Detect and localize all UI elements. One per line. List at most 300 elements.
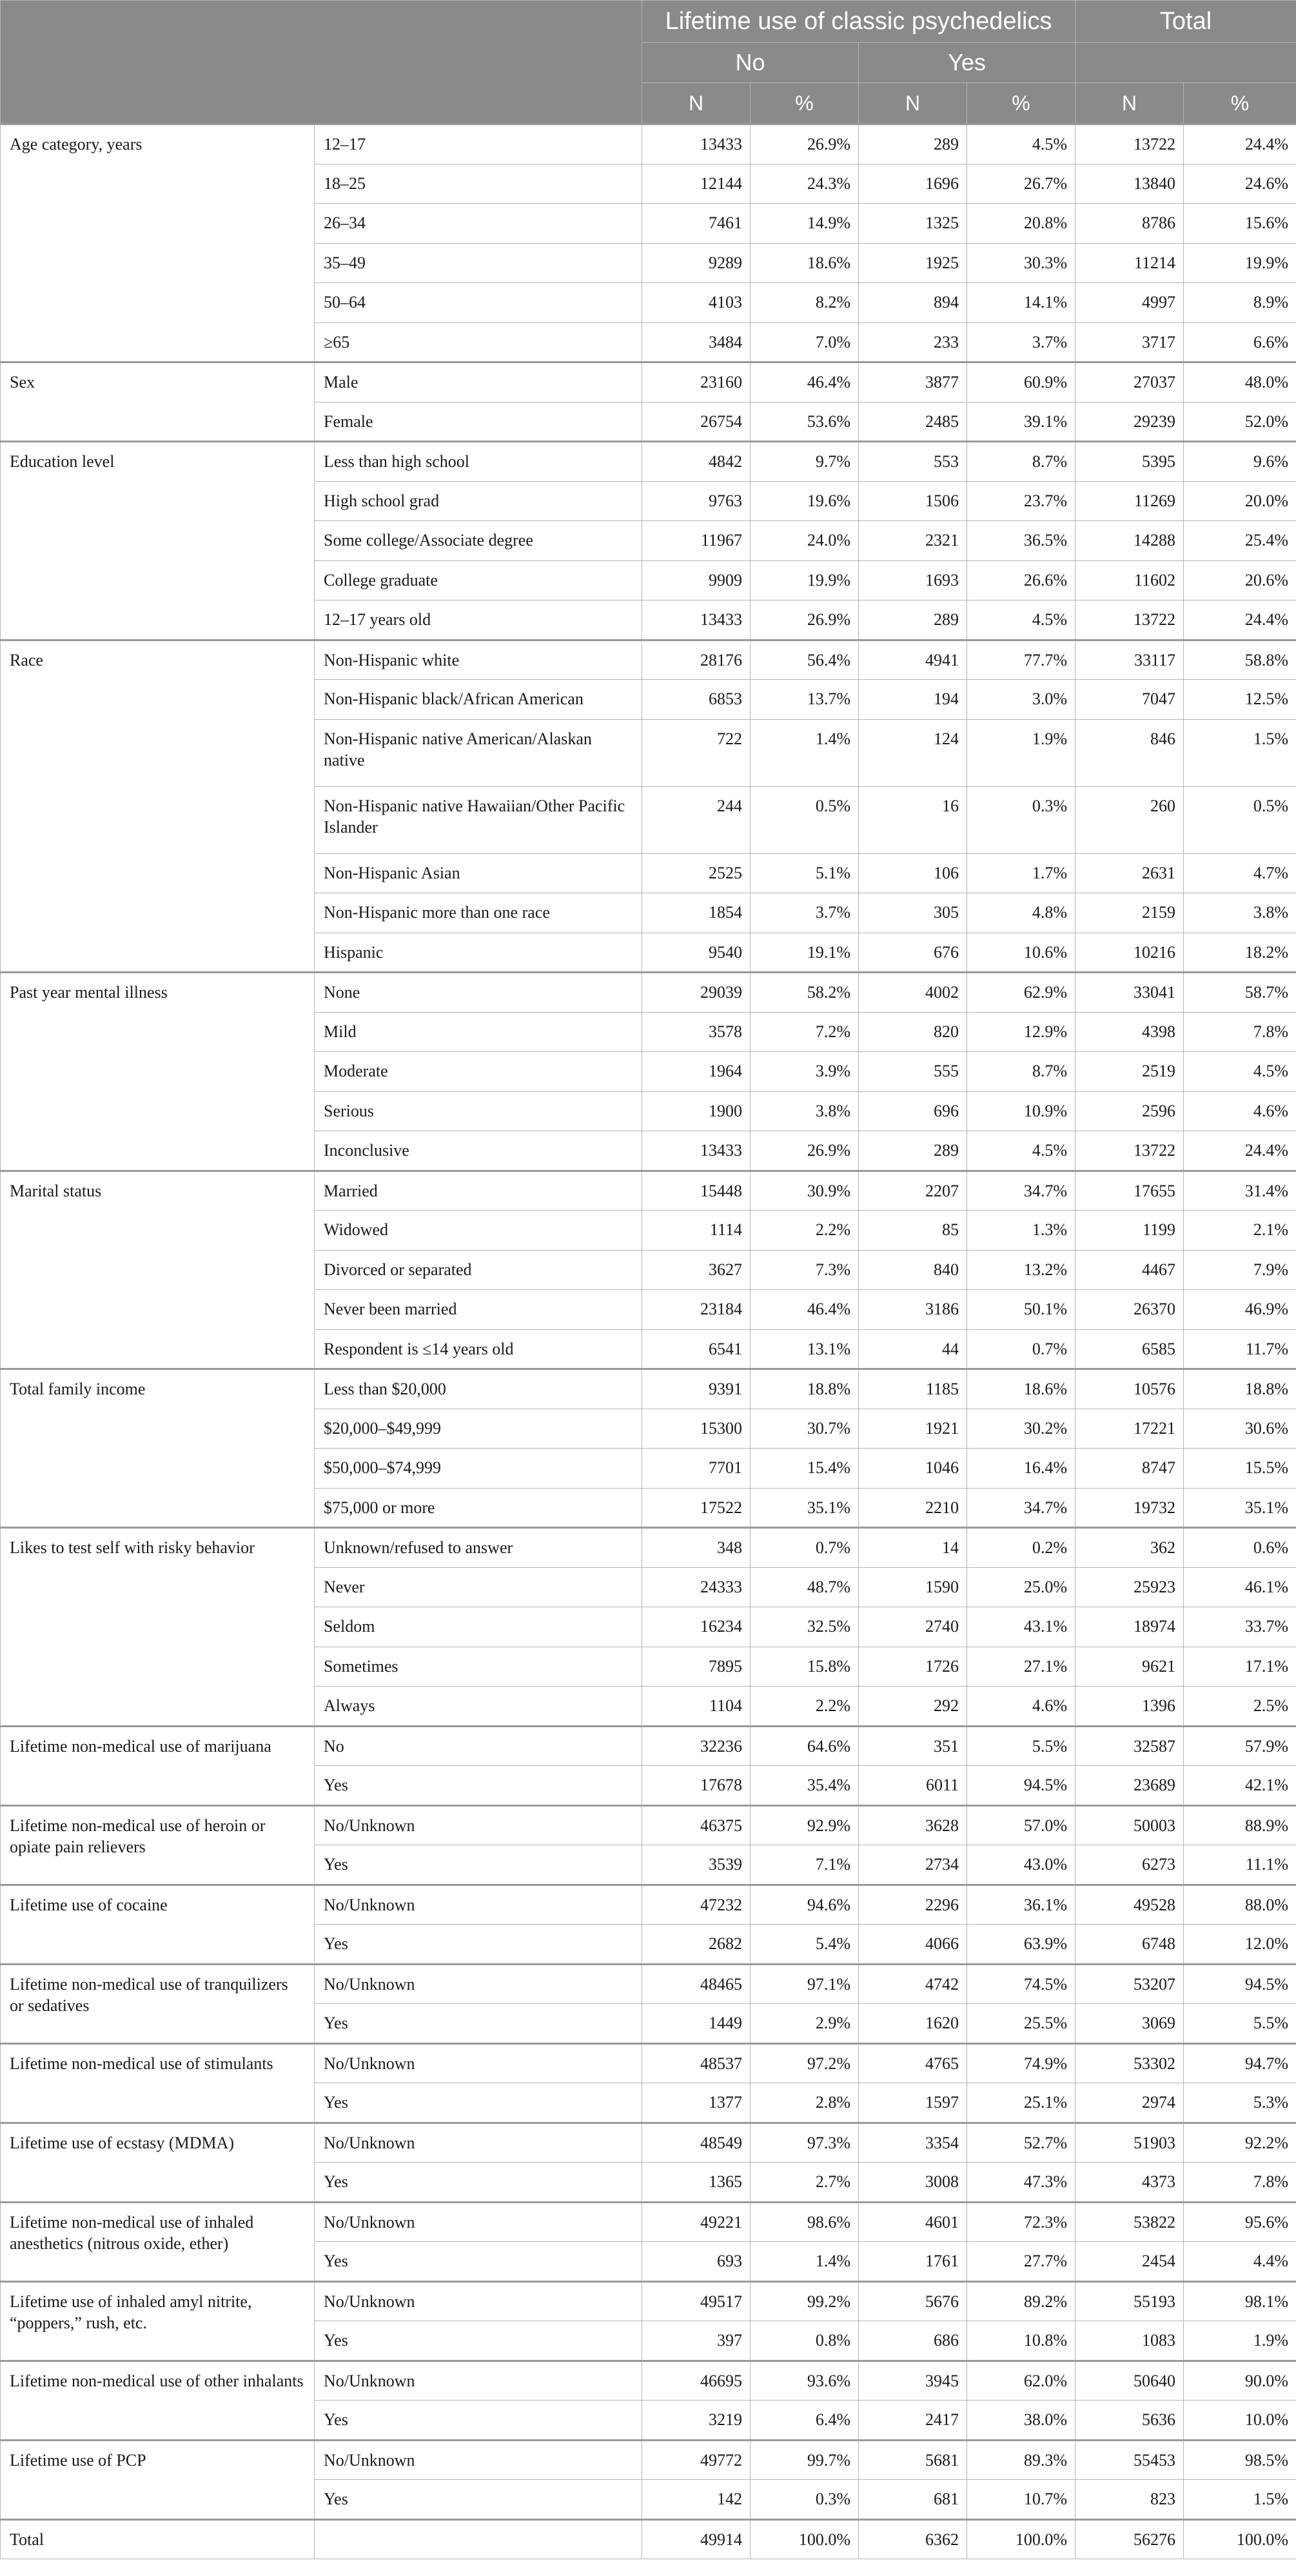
cell-tot-pct: 12.5% <box>1184 680 1296 720</box>
header-group-title: Lifetime use of classic psychedelics <box>642 1 1075 43</box>
cell-no-pct: 2.2% <box>751 1211 859 1251</box>
table-row <box>1 124 1296 164</box>
table-row <box>1 1171 1296 1211</box>
subcategory-label: Yes <box>315 2401 642 2441</box>
cell-no-pct: 7.0% <box>751 322 859 362</box>
cell-tot-n: 1083 <box>1075 2321 1184 2361</box>
cell-tot-pct: 15.6% <box>1184 204 1296 244</box>
subcategory-label: Yes <box>315 1766 642 1806</box>
cell-tot-n: 14288 <box>1075 521 1184 561</box>
cell-no-n: 7895 <box>642 1647 751 1687</box>
cell-tot-pct: 5.3% <box>1184 2083 1296 2123</box>
cell-tot-pct: 24.4% <box>1184 600 1296 640</box>
table-row <box>1 2202 1296 2242</box>
subcategory-label: No/Unknown <box>315 2281 642 2321</box>
cell-tot-pct: 7.8% <box>1184 2163 1296 2203</box>
table-row <box>1 1726 1296 1766</box>
cell-no-pct: 35.1% <box>751 1488 859 1528</box>
cell-tot-n: 33117 <box>1075 640 1184 680</box>
cell-no-pct: 0.8% <box>751 2321 859 2361</box>
cell-yes-pct: 47.3% <box>967 2163 1075 2203</box>
category-label: Lifetime non-medical use of marijuana <box>1 1726 315 1805</box>
cell-tot-n: 13722 <box>1075 124 1184 164</box>
cell-yes-pct: 13.2% <box>967 1250 1075 1290</box>
cell-no-pct: 58.2% <box>751 973 859 1013</box>
cell-no-pct: 13.7% <box>751 680 859 720</box>
cell-yes-n: 3008 <box>859 2163 967 2203</box>
cell-tot-n: 53822 <box>1075 2202 1184 2242</box>
cell-yes-n: 840 <box>859 1250 967 1290</box>
cell-yes-pct: 26.6% <box>967 560 1075 600</box>
cell-tot-pct: 24.6% <box>1184 164 1296 204</box>
cell-tot-n: 4467 <box>1075 1250 1184 1290</box>
cell-no-n: 1900 <box>642 1091 751 1131</box>
cell-no-n: 29039 <box>642 973 751 1013</box>
cell-tot-n: 10216 <box>1075 933 1184 973</box>
cell-yes-n: 2734 <box>859 1845 967 1885</box>
cell-tot-pct: 20.6% <box>1184 560 1296 600</box>
subcategory-label: Moderate <box>315 1052 642 1092</box>
cell-tot-n: 823 <box>1075 2480 1184 2520</box>
cell-tot-pct: 88.9% <box>1184 1805 1296 1845</box>
cell-yes-n: 1590 <box>859 1567 967 1607</box>
subcategory-label: 35–49 <box>315 243 642 283</box>
cell-tot-pct: 35.1% <box>1184 1488 1296 1528</box>
cell-tot-pct: 3.8% <box>1184 893 1296 933</box>
subcategory-label: Male <box>315 362 642 402</box>
cell-tot-pct: 4.4% <box>1184 2242 1296 2282</box>
table-row <box>1 2281 1296 2321</box>
cell-no-pct: 35.4% <box>751 1766 859 1806</box>
cell-tot-n: 2159 <box>1075 893 1184 933</box>
cell-tot-n: 53207 <box>1075 1964 1184 2004</box>
cell-no-n: 17678 <box>642 1766 751 1806</box>
cell-yes-n: 4002 <box>859 973 967 1013</box>
cell-yes-pct: 36.1% <box>967 1885 1075 1925</box>
cell-tot-n: 11602 <box>1075 560 1184 600</box>
cell-tot-pct: 10.0% <box>1184 2401 1296 2441</box>
cell-no-n: 3539 <box>642 1845 751 1885</box>
total-label: Total <box>1 2519 315 2559</box>
cell-tot-pct: 33.7% <box>1184 1607 1296 1647</box>
cell-yes-pct: 50.1% <box>967 1290 1075 1330</box>
cell-yes-n: 4765 <box>859 2043 967 2083</box>
category-label: Lifetime use of PCP <box>1 2440 315 2519</box>
table-row <box>1 640 1296 680</box>
subcategory-label: Seldom <box>315 1607 642 1647</box>
cell-no-n: 49517 <box>642 2281 751 2321</box>
subcategory-label: Yes <box>315 2004 642 2044</box>
cell-no-n: 1104 <box>642 1687 751 1727</box>
cell-no-n: 1964 <box>642 1052 751 1092</box>
cell-tot-pct: 58.7% <box>1184 973 1296 1013</box>
cell-yes-n: 1325 <box>859 204 967 244</box>
cell-no-n: 9763 <box>642 481 751 521</box>
table-row <box>1 1369 1296 1409</box>
cell-tot-pct: 1.5% <box>1184 719 1296 786</box>
cell-no-n: 48465 <box>642 1964 751 2004</box>
cell-tot-n: 50640 <box>1075 2361 1184 2401</box>
cell-no-pct: 0.3% <box>751 2480 859 2520</box>
cell-yes-n: 289 <box>859 1131 967 1171</box>
subcategory-label: Widowed <box>315 1211 642 1251</box>
cell-yes-pct: 10.8% <box>967 2321 1075 2361</box>
cell-yes-pct: 60.9% <box>967 362 1075 402</box>
total-tot-n: 56276 <box>1075 2519 1184 2559</box>
cell-yes-n: 555 <box>859 1052 967 1092</box>
subcategory-label: 12–17 years old <box>315 600 642 640</box>
cell-yes-pct: 34.7% <box>967 1488 1075 1528</box>
cell-no-pct: 1.4% <box>751 719 859 786</box>
cell-tot-pct: 92.2% <box>1184 2123 1296 2163</box>
total-blank <box>315 2519 642 2559</box>
subcategory-label: Non-Hispanic black/African American <box>315 680 642 720</box>
cell-tot-pct: 88.0% <box>1184 1885 1296 1925</box>
cell-yes-n: 351 <box>859 1726 967 1766</box>
cell-tot-pct: 7.9% <box>1184 1250 1296 1290</box>
cell-no-n: 23160 <box>642 362 751 402</box>
cell-tot-n: 6273 <box>1075 1845 1184 1885</box>
cell-tot-pct: 95.6% <box>1184 2202 1296 2242</box>
cell-no-pct: 13.1% <box>751 1329 859 1369</box>
cell-no-pct: 46.4% <box>751 1290 859 1330</box>
cell-yes-pct: 1.3% <box>967 1211 1075 1251</box>
subcategory-label: No/Unknown <box>315 2123 642 2163</box>
cell-tot-pct: 94.5% <box>1184 1964 1296 2004</box>
cell-yes-pct: 26.7% <box>967 164 1075 204</box>
cell-yes-n: 289 <box>859 600 967 640</box>
cell-no-pct: 53.6% <box>751 402 859 442</box>
cell-yes-pct: 0.2% <box>967 1528 1075 1568</box>
cell-no-pct: 2.9% <box>751 2004 859 2044</box>
cell-no-pct: 30.7% <box>751 1409 859 1449</box>
cell-yes-n: 233 <box>859 322 967 362</box>
cell-yes-n: 1620 <box>859 2004 967 2044</box>
total-tot-pct: 100.0% <box>1184 2519 1296 2559</box>
header-yes-n: N <box>859 83 967 124</box>
cell-tot-pct: 90.0% <box>1184 2361 1296 2401</box>
cell-no-pct: 7.3% <box>751 1250 859 1290</box>
table-row <box>1 1528 1296 1568</box>
subcategory-label: Yes <box>315 2321 642 2361</box>
cell-yes-n: 1925 <box>859 243 967 283</box>
cell-yes-n: 292 <box>859 1687 967 1727</box>
subcategory-label: Respondent is ≤14 years old <box>315 1329 642 1369</box>
cell-tot-pct: 7.8% <box>1184 1012 1296 1052</box>
cell-tot-pct: 98.5% <box>1184 2440 1296 2480</box>
cell-yes-pct: 4.5% <box>967 124 1075 164</box>
cell-yes-n: 820 <box>859 1012 967 1052</box>
cell-yes-n: 4066 <box>859 1925 967 1965</box>
cell-yes-pct: 8.7% <box>967 442 1075 482</box>
cell-yes-n: 2296 <box>859 1885 967 1925</box>
cell-yes-pct: 18.6% <box>967 1369 1075 1409</box>
subcategory-label: Female <box>315 402 642 442</box>
cell-no-pct: 26.9% <box>751 1131 859 1171</box>
cell-no-n: 9289 <box>642 243 751 283</box>
cell-yes-n: 4601 <box>859 2202 967 2242</box>
cell-tot-n: 10576 <box>1075 1369 1184 1409</box>
header-no: No <box>642 43 859 83</box>
cell-tot-pct: 25.4% <box>1184 521 1296 561</box>
header-total-title: Total <box>1075 1 1296 43</box>
cell-tot-n: 13722 <box>1075 1131 1184 1171</box>
cell-yes-n: 2485 <box>859 402 967 442</box>
category-label: Lifetime non-medical use of heroin or opiate pain relievers <box>1 1805 315 1885</box>
cell-tot-pct: 58.8% <box>1184 640 1296 680</box>
cell-yes-pct: 25.5% <box>967 2004 1075 2044</box>
category-label: Education level <box>1 442 315 640</box>
category-label: Likes to test self with risky behavior <box>1 1528 315 1727</box>
cell-no-n: 48537 <box>642 2043 751 2083</box>
cell-tot-pct: 2.5% <box>1184 1687 1296 1727</box>
cell-no-n: 1377 <box>642 2083 751 2123</box>
cell-no-n: 12144 <box>642 164 751 204</box>
cell-tot-n: 55453 <box>1075 2440 1184 2480</box>
cell-no-n: 6853 <box>642 680 751 720</box>
cell-tot-pct: 4.7% <box>1184 853 1296 893</box>
subcategory-label: Non-Hispanic Asian <box>315 853 642 893</box>
cell-tot-pct: 1.5% <box>1184 2480 1296 2520</box>
cell-tot-n: 4373 <box>1075 2163 1184 2203</box>
subcategory-label: None <box>315 973 642 1013</box>
cell-no-n: 722 <box>642 719 751 786</box>
cell-yes-n: 2210 <box>859 1488 967 1528</box>
cell-tot-pct: 24.4% <box>1184 124 1296 164</box>
cell-no-n: 49772 <box>642 2440 751 2480</box>
cell-tot-pct: 2.1% <box>1184 1211 1296 1251</box>
cell-no-n: 3627 <box>642 1250 751 1290</box>
cell-tot-n: 2631 <box>1075 853 1184 893</box>
header-total-n: N <box>1075 83 1184 124</box>
cell-no-n: 693 <box>642 2242 751 2282</box>
cell-tot-n: 7047 <box>1075 680 1184 720</box>
category-label: Total family income <box>1 1369 315 1528</box>
cell-tot-pct: 46.1% <box>1184 1567 1296 1607</box>
table-row <box>1 1964 1296 2004</box>
cell-no-pct: 46.4% <box>751 362 859 402</box>
cell-no-n: 26754 <box>642 402 751 442</box>
cell-tot-pct: 1.9% <box>1184 2321 1296 2361</box>
cell-tot-n: 17655 <box>1075 1171 1184 1211</box>
cell-no-pct: 15.4% <box>751 1449 859 1489</box>
cell-tot-n: 2454 <box>1075 2242 1184 2282</box>
cell-no-pct: 26.9% <box>751 600 859 640</box>
cell-yes-n: 44 <box>859 1329 967 1369</box>
cell-no-pct: 18.8% <box>751 1369 859 1409</box>
table-row <box>1 362 1296 402</box>
cell-yes-pct: 30.2% <box>967 1409 1075 1449</box>
cell-yes-pct: 10.9% <box>967 1091 1075 1131</box>
cell-yes-n: 5681 <box>859 2440 967 2480</box>
total-yes-n: 6362 <box>859 2519 967 2559</box>
cell-tot-pct: 42.1% <box>1184 1766 1296 1806</box>
cell-no-pct: 1.4% <box>751 2242 859 2282</box>
subcategory-label: Serious <box>315 1091 642 1131</box>
subcategory-label: High school grad <box>315 481 642 521</box>
header-blank <box>1 1 642 124</box>
cell-no-pct: 56.4% <box>751 640 859 680</box>
cell-no-n: 4842 <box>642 442 751 482</box>
cell-no-pct: 92.9% <box>751 1805 859 1845</box>
cell-tot-pct: 12.0% <box>1184 1925 1296 1965</box>
cell-no-pct: 9.7% <box>751 442 859 482</box>
cell-tot-pct: 24.4% <box>1184 1131 1296 1171</box>
cell-no-pct: 94.6% <box>751 1885 859 1925</box>
cell-no-n: 23184 <box>642 1290 751 1330</box>
cell-no-n: 1114 <box>642 1211 751 1251</box>
cell-tot-n: 260 <box>1075 786 1184 853</box>
cell-yes-n: 1696 <box>859 164 967 204</box>
cell-yes-n: 553 <box>859 442 967 482</box>
cell-yes-n: 1506 <box>859 481 967 521</box>
cell-yes-pct: 0.7% <box>967 1329 1075 1369</box>
subcategory-label: Unknown/refused to answer <box>315 1528 642 1568</box>
cell-yes-n: 3354 <box>859 2123 967 2163</box>
cell-no-n: 2525 <box>642 853 751 893</box>
cell-yes-pct: 74.5% <box>967 1964 1075 2004</box>
cell-no-n: 46695 <box>642 2361 751 2401</box>
cell-no-pct: 64.6% <box>751 1726 859 1766</box>
table-body <box>1 124 1296 2559</box>
cell-no-pct: 30.9% <box>751 1171 859 1211</box>
cell-yes-pct: 4.6% <box>967 1687 1075 1727</box>
subcategory-label: 50–64 <box>315 283 642 323</box>
cell-no-pct: 5.1% <box>751 853 859 893</box>
header-no-pct: % <box>751 83 859 124</box>
cell-no-n: 3484 <box>642 322 751 362</box>
cell-no-pct: 2.8% <box>751 2083 859 2123</box>
cell-tot-pct: 6.6% <box>1184 322 1296 362</box>
cell-yes-n: 3186 <box>859 1290 967 1330</box>
cell-no-n: 2682 <box>642 1925 751 1965</box>
cell-no-n: 142 <box>642 2480 751 2520</box>
cell-yes-pct: 77.7% <box>967 640 1075 680</box>
cell-no-pct: 24.0% <box>751 521 859 561</box>
cell-tot-n: 5395 <box>1075 442 1184 482</box>
total-row <box>1 2519 1296 2559</box>
cell-tot-pct: 20.0% <box>1184 481 1296 521</box>
category-label: Lifetime non-medical use of inhaled anesthetics (nitrous oxide, ether) <box>1 2202 315 2281</box>
cell-tot-n: 53302 <box>1075 2043 1184 2083</box>
category-label: Age category, years <box>1 124 315 362</box>
cell-no-pct: 97.2% <box>751 2043 859 2083</box>
cell-no-pct: 98.6% <box>751 2202 859 2242</box>
cell-tot-pct: 0.5% <box>1184 786 1296 853</box>
cell-no-n: 24333 <box>642 1567 751 1607</box>
header-yes-pct: % <box>967 83 1075 124</box>
cell-no-n: 348 <box>642 1528 751 1568</box>
cell-no-pct: 2.7% <box>751 2163 859 2203</box>
cell-yes-pct: 30.3% <box>967 243 1075 283</box>
cell-no-pct: 19.6% <box>751 481 859 521</box>
cell-yes-n: 1185 <box>859 1369 967 1409</box>
cell-no-pct: 7.1% <box>751 1845 859 1885</box>
cell-tot-n: 25923 <box>1075 1567 1184 1607</box>
cell-yes-n: 4941 <box>859 640 967 680</box>
cell-yes-pct: 25.1% <box>967 2083 1075 2123</box>
cell-yes-pct: 4.5% <box>967 1131 1075 1171</box>
cell-yes-n: 1597 <box>859 2083 967 2123</box>
cell-tot-n: 1396 <box>1075 1687 1184 1727</box>
cell-tot-pct: 9.6% <box>1184 442 1296 482</box>
cell-no-pct: 0.7% <box>751 1528 859 1568</box>
cell-yes-pct: 4.5% <box>967 600 1075 640</box>
cell-no-n: 397 <box>642 2321 751 2361</box>
cell-tot-n: 51903 <box>1075 2123 1184 2163</box>
cell-tot-n: 8786 <box>1075 204 1184 244</box>
cell-yes-pct: 0.3% <box>967 786 1075 853</box>
cell-yes-pct: 3.0% <box>967 680 1075 720</box>
cell-yes-n: 106 <box>859 853 967 893</box>
cell-yes-n: 85 <box>859 1211 967 1251</box>
subcategory-label: No/Unknown <box>315 2202 642 2242</box>
cell-yes-n: 696 <box>859 1091 967 1131</box>
cell-no-pct: 99.2% <box>751 2281 859 2321</box>
cell-yes-pct: 1.7% <box>967 853 1075 893</box>
cell-no-n: 11967 <box>642 521 751 561</box>
subcategory-label: Always <box>315 1687 642 1727</box>
subcategory-label: Divorced or separated <box>315 1250 642 1290</box>
subcategory-label: No/Unknown <box>315 2361 642 2401</box>
cell-yes-n: 3877 <box>859 362 967 402</box>
total-no-pct: 100.0% <box>751 2519 859 2559</box>
cell-tot-pct: 4.5% <box>1184 1052 1296 1092</box>
subcategory-label: 18–25 <box>315 164 642 204</box>
cell-tot-pct: 15.5% <box>1184 1449 1296 1489</box>
subcategory-label: $20,000–$49,999 <box>315 1409 642 1449</box>
cell-yes-n: 6011 <box>859 1766 967 1806</box>
cell-tot-pct: 94.7% <box>1184 2043 1296 2083</box>
cell-tot-n: 2519 <box>1075 1052 1184 1092</box>
cell-yes-n: 5676 <box>859 2281 967 2321</box>
cell-tot-n: 55193 <box>1075 2281 1184 2321</box>
subcategory-label: Yes <box>315 2480 642 2520</box>
cell-tot-n: 33041 <box>1075 973 1184 1013</box>
cell-tot-n: 3069 <box>1075 2004 1184 2044</box>
cell-tot-n: 17221 <box>1075 1409 1184 1449</box>
subcategory-label: Hispanic <box>315 933 642 973</box>
table-row <box>1 1885 1296 1925</box>
cell-tot-pct: 46.9% <box>1184 1290 1296 1330</box>
cell-yes-pct: 20.8% <box>967 204 1075 244</box>
cell-no-n: 46375 <box>642 1805 751 1845</box>
cell-no-pct: 5.4% <box>751 1925 859 1965</box>
category-label: Race <box>1 640 315 973</box>
subcategory-label: Mild <box>315 1012 642 1052</box>
cell-yes-pct: 25.0% <box>967 1567 1075 1607</box>
cell-tot-pct: 18.2% <box>1184 933 1296 973</box>
cell-tot-n: 13840 <box>1075 164 1184 204</box>
cell-yes-n: 3945 <box>859 2361 967 2401</box>
cell-tot-n: 1199 <box>1075 1211 1184 1251</box>
cell-no-n: 47232 <box>642 1885 751 1925</box>
cell-yes-n: 1921 <box>859 1409 967 1449</box>
subcategory-label: College graduate <box>315 560 642 600</box>
header-yes: Yes <box>859 43 1075 83</box>
cell-yes-pct: 8.7% <box>967 1052 1075 1092</box>
cell-tot-pct: 0.6% <box>1184 1528 1296 1568</box>
cell-tot-n: 11214 <box>1075 243 1184 283</box>
cell-no-pct: 97.3% <box>751 2123 859 2163</box>
cell-yes-pct: 43.1% <box>967 1607 1075 1647</box>
cell-yes-n: 2740 <box>859 1607 967 1647</box>
cell-tot-n: 49528 <box>1075 1885 1184 1925</box>
subcategory-label: Non-Hispanic native American/Alaskan native <box>315 719 642 786</box>
cell-no-pct: 15.8% <box>751 1647 859 1687</box>
cell-tot-n: 2596 <box>1075 1091 1184 1131</box>
cell-no-n: 15448 <box>642 1171 751 1211</box>
